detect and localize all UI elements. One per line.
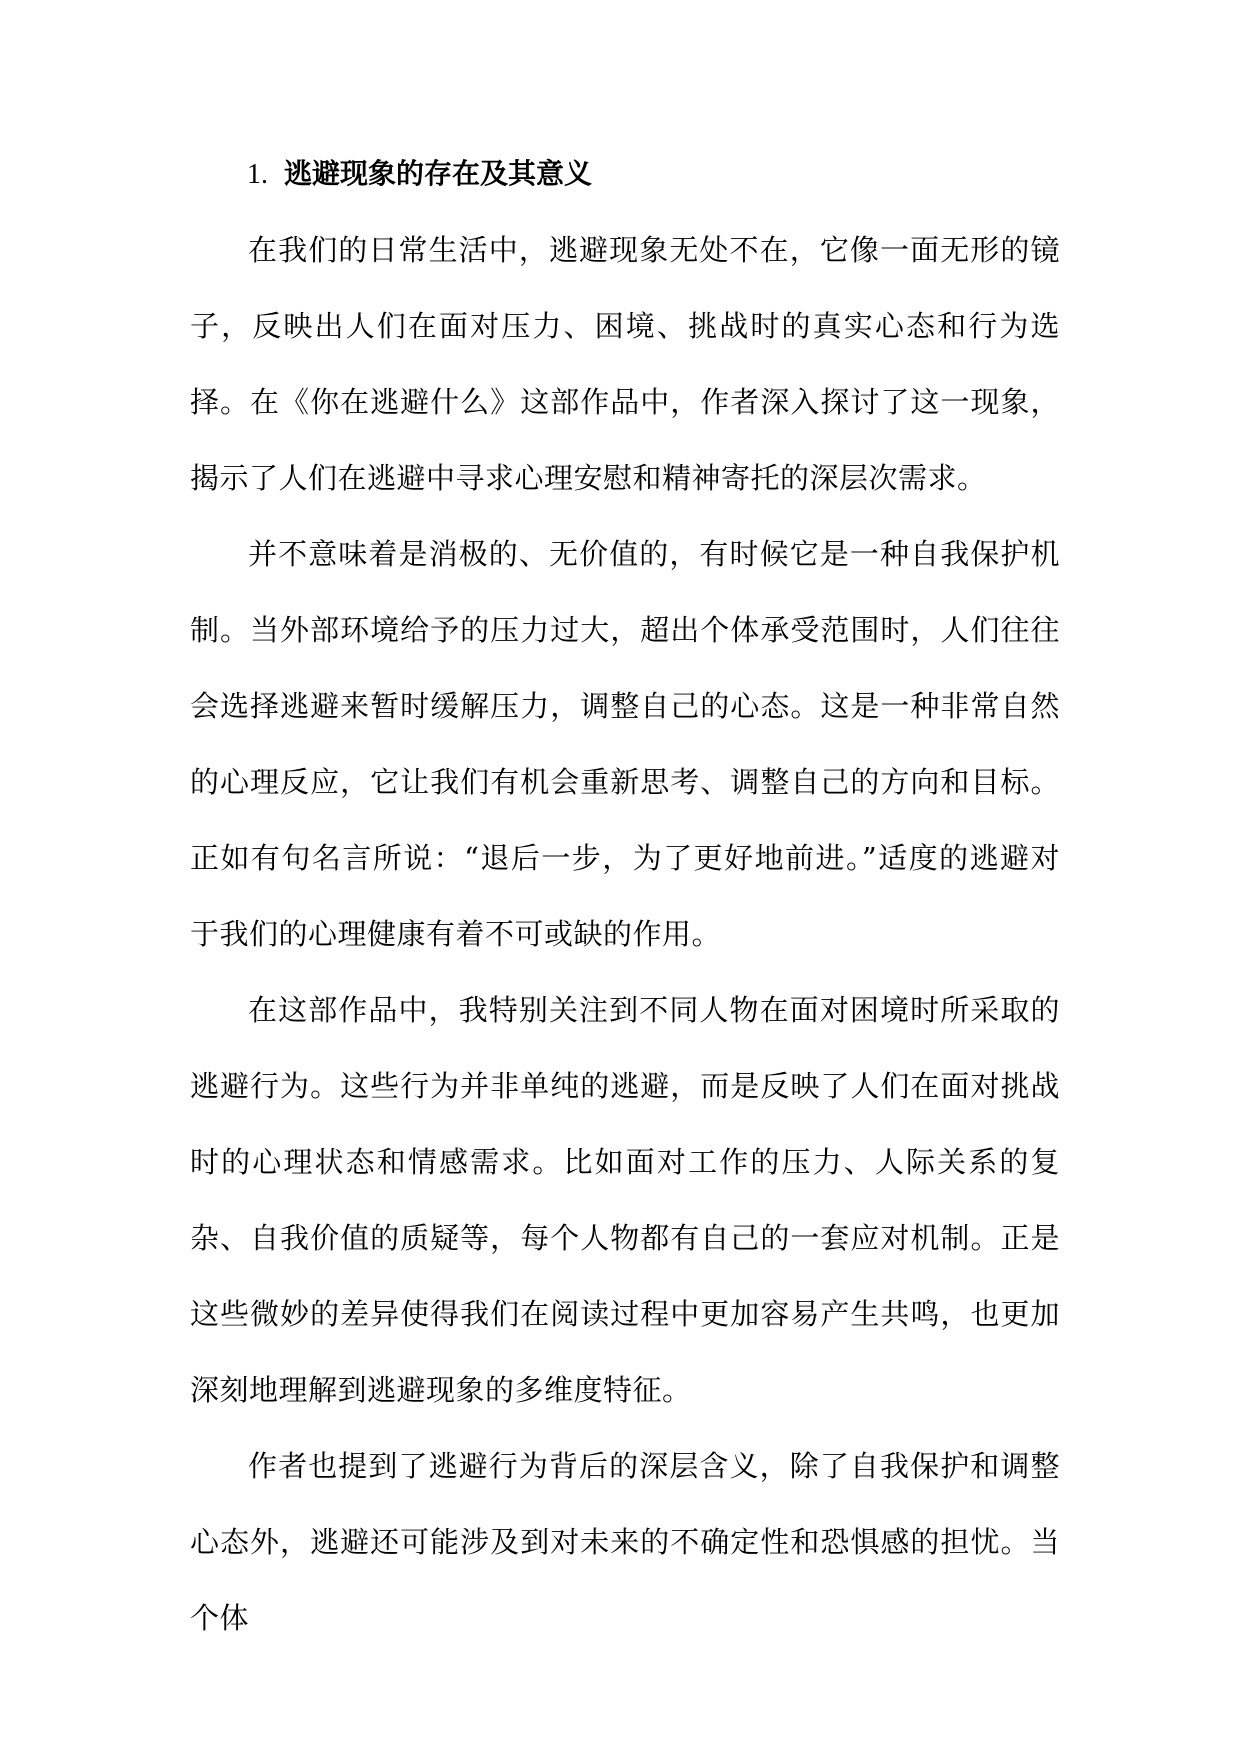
paragraph-3: 在这部作品中，我特别关注到不同人物在面对困境时所采取的逃避行为。这些行为并非单纯的逃避，而是反映了人们在面对挑战时的心理状态和情感需求。比如面对工作的压力、人际关系的复杂、自我价值的质疑等，每个人物都有自己的一套应对机制。正是这些微妙的差异使得我们在阅读过程中更加容易产生共鸣，也更加深刻地理解到逃避现象的多维度特征。 [190,993,1060,1407]
section-heading [247,148,592,201]
body-text [190,212,1060,1656]
paragraph-1: 在我们的日常生活中，逃避现象无处不在，它像一面无形的镜子，反映出人们在面对压力、困境、挑战时的真实心态和行为选择。在《你在逃避什么》这部作品中，作者深入探讨了这一现象，揭示了人们在逃避中寻求心理安慰和精神寄托的深层次需求。 [190,233,1060,495]
section-number: 1. [247,159,268,190]
paragraph-2: 并不意味着是消极的、无价值的，有时候它是一种自我保护机制。当外部环境给予的压力过大，超出个体承受范围时，人们往往会选择逃避来暂时缓解压力，调整自己的心态。这是一种非常自然的心理反应，它让我们有机会重新思考、调整自己的方向和目标。正如有句名言所说：“退后一步，为了更好地前进。”适度的逃避对于我们的心理健康有着不可或缺的作用。 [190,537,1060,951]
section-title: 逃避现象的存在及其意义 [284,157,593,190]
paragraph-4: 作者也提到了逃避行为背后的深层含义，除了自我保护和调整心态外，逃避还可能涉及到对未来的不确定性和恐惧感的担忧。当个体 [190,1449,1060,1635]
